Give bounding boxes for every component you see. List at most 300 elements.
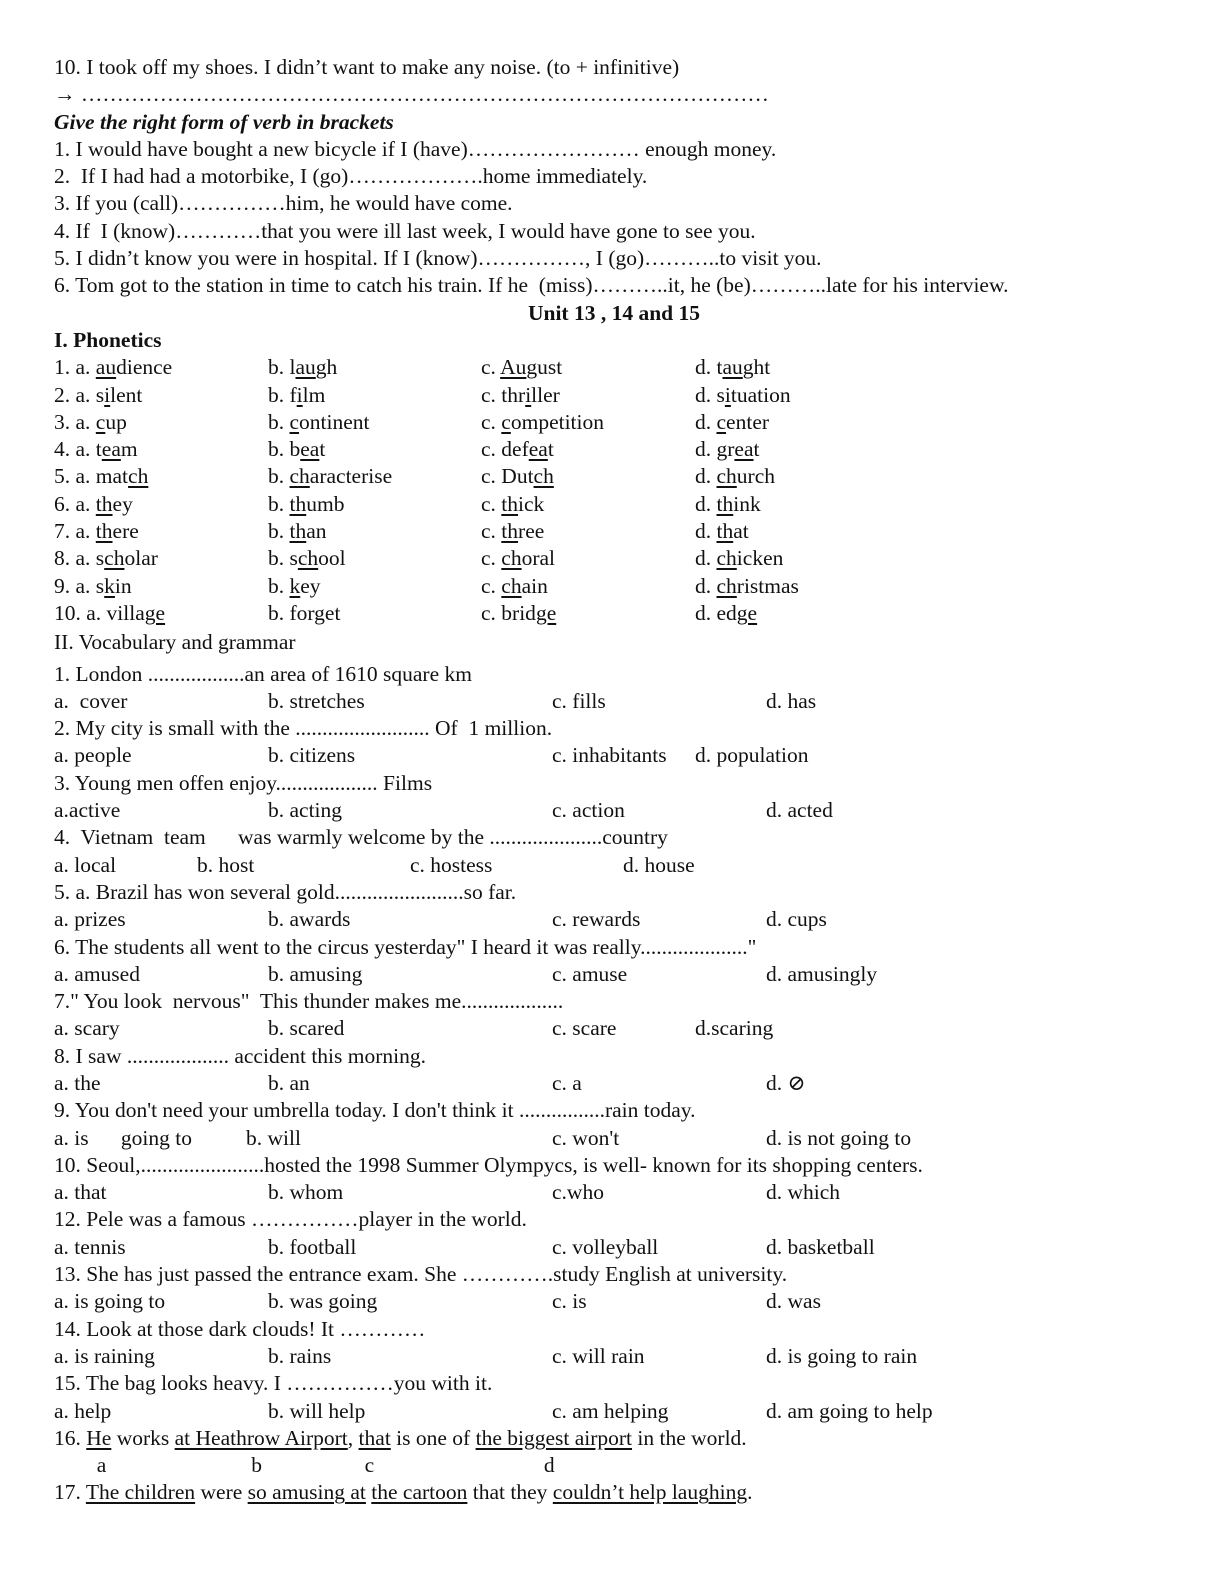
option-text: b. f — [268, 382, 297, 407]
underlined-part: the biggest airport — [475, 1425, 633, 1450]
vocab-option-c: c. rewards — [552, 907, 641, 932]
underlined-sound: au — [722, 355, 743, 380]
error-letter-a: a — [96, 1453, 107, 1478]
phonetics-option-a — [54, 518, 139, 545]
phonetics-option-b — [268, 545, 346, 572]
underlined-sound: k — [104, 573, 115, 598]
vocab-question: 2. My city is small with the ......................... Of 1 million. — [54, 716, 553, 741]
error-letters — [54, 1452, 1174, 1479]
option-text: a. — [75, 491, 96, 516]
vocab-option-b: b. stretches — [268, 688, 365, 713]
phonetics-option-c — [481, 354, 562, 381]
option-text: ink — [733, 491, 761, 516]
option-text: d. — [695, 573, 717, 598]
underlined-sound: th — [289, 519, 307, 544]
option-text: lent — [110, 382, 143, 407]
vocab-option-b: b. will help — [268, 1398, 366, 1423]
option-text: enter — [726, 409, 770, 434]
phonetics-option-d — [695, 518, 749, 545]
vocab-title: II. Vocabulary and grammar — [54, 630, 296, 655]
phonetics-number: 5. — [54, 464, 76, 489]
phonetics-title: I. Phonetics — [54, 327, 162, 352]
option-text: ller — [531, 382, 560, 407]
phonetics-option-a — [54, 382, 142, 409]
vocab-options — [54, 1234, 1174, 1261]
vocab-options — [54, 852, 1174, 879]
option-text: b. l — [268, 355, 296, 380]
vocab-options — [54, 1179, 1174, 1206]
vocab-option-d: d. is not going to — [766, 1125, 912, 1150]
option-text: aracterise — [309, 464, 393, 489]
error-letter-b: b — [251, 1453, 262, 1478]
option-text: b. b — [268, 437, 301, 462]
arrow-icon: → — [54, 82, 76, 107]
vocab-options — [54, 1125, 1174, 1152]
option-text: an — [306, 519, 327, 544]
vocab-option-d: d. ⊘ — [766, 1070, 806, 1095]
option-text: c. — [481, 519, 502, 544]
vocab-option-c: c. inhabitants — [552, 743, 667, 768]
phonetics-option-d — [695, 354, 770, 381]
option-text: ick — [518, 491, 545, 516]
option-text: gust — [526, 355, 563, 380]
underlined-part: at Heathrow Airport — [174, 1425, 348, 1450]
phonetics-option-c — [481, 409, 604, 436]
option-text: a. — [75, 519, 96, 544]
vocab-option-a: a. that — [54, 1180, 107, 1205]
error-letter-d: d — [543, 1453, 555, 1478]
underlined-sound: ge — [535, 600, 557, 625]
option-text: c. def — [481, 437, 529, 462]
vocab-option-c: c. will rain — [552, 1343, 645, 1368]
option-text: a. villa — [86, 600, 145, 625]
underlined-sound: ea — [528, 437, 548, 462]
vocab-options — [54, 742, 1174, 769]
underlined-sound: c — [501, 409, 511, 434]
phonetics-option-a — [54, 573, 132, 600]
option-text: ey — [112, 491, 133, 516]
phonetics-number: 6. — [54, 491, 76, 516]
vocab-option-d: d. am going to help — [766, 1398, 933, 1423]
phonetics-row — [54, 409, 1174, 436]
vocab-options — [54, 688, 1174, 715]
option-text: in — [114, 573, 132, 598]
underlined-part: The children — [85, 1480, 196, 1505]
sentence-text: , — [347, 1425, 359, 1450]
sentence-text: were — [195, 1480, 248, 1505]
phonetics-option-b — [268, 354, 337, 381]
transform-answer-line — [54, 81, 1174, 108]
phonetics-row — [54, 491, 1174, 518]
vocab-option-a: a. is raining — [54, 1343, 155, 1368]
phonetics-option-c — [481, 518, 544, 545]
error-sentence — [54, 1425, 1174, 1452]
unit-title: Unit 13 , 14 and 15 — [527, 300, 701, 325]
option-text: d. — [695, 546, 717, 571]
sentence-text: . — [747, 1480, 753, 1505]
option-text: at — [733, 519, 749, 544]
vocab-option-b: b. acting — [268, 798, 343, 823]
vocab-options — [54, 1070, 1174, 1097]
phonetics-row — [54, 573, 1174, 600]
underlined-sound: ea — [101, 437, 121, 462]
vocab-option-b: b. citizens — [268, 743, 356, 768]
option-text: c. — [481, 409, 502, 434]
underlined-sound: ge — [144, 600, 166, 625]
phonetics-number: 1. — [54, 355, 76, 380]
vocab-option-d: d. basketball — [766, 1234, 875, 1259]
option-text: m — [120, 437, 138, 462]
option-text: d. gr — [695, 437, 735, 462]
option-text: ree — [518, 519, 545, 544]
phonetics-number: 4. — [54, 437, 76, 462]
phonetics-option-c — [481, 436, 554, 463]
vocab-option-b: b. rains — [268, 1343, 332, 1368]
option-text: a. s — [75, 573, 105, 598]
underlined-sound: k — [289, 573, 301, 598]
verb-item: 1. I would have bought a new bicycle if I (have)…………………… enough money. — [54, 136, 777, 161]
vocab-option-d: d. which — [766, 1180, 841, 1205]
option-text: c. — [481, 573, 502, 598]
vocab-question: 1. London ..................an area of 1610 square km — [54, 661, 472, 686]
underlined-sound: ge — [736, 600, 758, 625]
option-text: c. — [481, 546, 502, 571]
underlined-sound: ch — [104, 546, 125, 571]
underlined-part: He — [86, 1425, 112, 1450]
option-text: a. s — [75, 382, 105, 407]
vocab-option-d: d.scaring — [695, 1016, 774, 1041]
option-text: ey — [300, 573, 321, 598]
option-text: tuation — [730, 382, 791, 407]
vocab-option-a: a. people — [54, 743, 132, 768]
vocab-option-c: c. action — [552, 798, 625, 823]
underlined-sound: ch — [716, 573, 737, 598]
underlined-sound: ch — [501, 546, 522, 571]
vocab-question: 13. She has just passed the entrance exam. She ………….study English at university. — [54, 1262, 788, 1287]
option-text: d. s — [695, 382, 725, 407]
vocab-option-a: a.active — [54, 798, 121, 823]
option-text: ool — [318, 546, 346, 571]
phonetics-row — [54, 600, 1174, 627]
underlined-sound: au — [295, 355, 316, 380]
phonetics-option-d — [695, 491, 761, 518]
vocab-option-b: b. was going — [268, 1289, 378, 1314]
vocab-option-a: a. cover — [54, 688, 128, 713]
phonetics-row — [54, 518, 1174, 545]
sentence-text: works — [111, 1425, 175, 1450]
underlined-sound: ch — [128, 464, 149, 489]
option-text: dience — [116, 355, 173, 380]
vocab-option-c: c. hostess — [410, 852, 493, 877]
vocab-option-a: a. is going to — [54, 1289, 166, 1314]
vocab-option-a: a. amused — [54, 961, 140, 986]
phonetics-option-c — [481, 545, 555, 572]
verb-item: 2. If I had had a motorbike, I (go)……………….home immediately. — [54, 164, 648, 189]
option-text: d. — [695, 409, 717, 434]
underlined-sound: ea — [734, 437, 754, 462]
vocab-option-c: c. volleyball — [552, 1234, 659, 1259]
phonetics-option-b — [268, 573, 321, 600]
vocab-option-c: c. won't — [552, 1125, 620, 1150]
underlined-sound: i — [525, 382, 532, 407]
option-text: b. — [268, 464, 290, 489]
underlined-sound: i — [104, 382, 111, 407]
phonetics-option-c — [481, 600, 556, 627]
phonetics-option-d — [695, 463, 775, 490]
vocab-option-d: d. house — [623, 852, 695, 877]
phonetics-option-a — [54, 545, 158, 572]
vocab-options — [54, 1015, 1174, 1042]
phonetics-number: 7. — [54, 519, 76, 544]
vocab-option-b: b. will — [246, 1125, 301, 1150]
option-text: t — [753, 437, 760, 462]
option-text: b. — [268, 409, 290, 434]
phonetics-option-c — [481, 573, 548, 600]
worksheet-page — [54, 54, 1174, 1507]
verb-item: 6. Tom got to the station in time to catch his train. If he (miss)………..it, he (be)………..late for his interview. — [54, 273, 1009, 298]
phonetics-number: 10. — [54, 600, 87, 625]
option-text: c. — [481, 355, 501, 380]
vocab-question: 7." You look nervous" This thunder makes me................... — [54, 989, 564, 1014]
phonetics-option-b — [268, 409, 370, 436]
phonetics-row — [54, 545, 1174, 572]
vocab-options — [54, 1288, 1174, 1315]
vocab-option-d: d. amusingly — [766, 961, 878, 986]
phonetics-option-a — [54, 354, 172, 381]
option-text: urch — [736, 464, 775, 489]
phonetics-option-a — [54, 491, 133, 518]
underlined-sound: c — [289, 409, 300, 434]
underlined-sound: th — [501, 491, 519, 516]
vocab-options — [54, 797, 1174, 824]
option-text: ontinent — [299, 409, 370, 434]
underlined-sound: th — [716, 519, 734, 544]
vocab-option-c: c.who — [552, 1180, 604, 1205]
phonetics-number: 8. — [54, 546, 76, 571]
underlined-sound: th — [95, 491, 113, 516]
vocab-question: 6. The students all went to the circus yesterday" I heard it was really...................." — [54, 934, 757, 959]
vocab-option-c: c. scare — [552, 1016, 617, 1041]
phonetics-option-a — [54, 600, 165, 627]
vocab-option-a: a. the — [54, 1070, 101, 1095]
error-sentence — [54, 1479, 1174, 1506]
sentence-text: is one of — [390, 1425, 476, 1450]
underlined-sound: c — [716, 409, 727, 434]
vocab-option-b: b. an — [268, 1070, 310, 1095]
underlined-sound: th — [289, 491, 307, 516]
underlined-sound: ea — [300, 437, 320, 462]
phonetics-number: 2. — [54, 382, 76, 407]
sentence-text: in the world. — [632, 1425, 747, 1450]
vocab-option-b: b. amusing — [268, 961, 363, 986]
option-text: d. — [695, 519, 717, 544]
underlined-sound: ch — [289, 464, 310, 489]
vocab-option-a: a. tennis — [54, 1234, 126, 1259]
vocab-option-a: a. local — [54, 852, 117, 877]
phonetics-option-b — [268, 382, 325, 409]
option-text: d. ed — [695, 600, 737, 625]
vocab-option-d: d. cups — [766, 907, 827, 932]
option-text: lm — [302, 382, 326, 407]
underlined-sound: i — [724, 382, 731, 407]
underlined-sound: ch — [501, 573, 522, 598]
option-text: d. — [695, 491, 717, 516]
phonetics-option-d — [695, 573, 799, 600]
vocab-question: 15. The bag looks heavy. I ……………you with it. — [54, 1371, 493, 1396]
option-text: ght — [742, 355, 771, 380]
vocab-option-b: b. scared — [268, 1016, 345, 1041]
phonetics-option-c — [481, 382, 560, 409]
option-text: a. s — [75, 546, 105, 571]
vocab-option-a: a. help — [54, 1398, 112, 1423]
error-letter-c: c — [364, 1453, 375, 1478]
vocab-list — [54, 661, 1174, 1425]
sentence-text: 17. — [54, 1480, 86, 1505]
vocab-options — [54, 961, 1174, 988]
vocab-option-c: c. am helping — [552, 1398, 669, 1423]
option-text: ristmas — [736, 573, 799, 598]
option-text: d. t — [695, 355, 723, 380]
phonetics-option-d — [695, 600, 757, 627]
phonetics-row — [54, 436, 1174, 463]
option-text: up — [105, 409, 127, 434]
vocab-question: 4. Vietnam team was warmly welcome by the .....................country — [54, 825, 668, 850]
underlined-sound: ch — [716, 546, 737, 571]
underlined-sound: Au — [500, 355, 527, 380]
phonetics-option-c — [481, 491, 544, 518]
vocab-option-c: c. a — [552, 1070, 582, 1095]
underlined-sound: th — [95, 519, 113, 544]
option-text: a. mat — [75, 464, 129, 489]
underlined-sound: i — [296, 382, 303, 407]
vocab-question: 3. Young men offen enjoy................... Films — [54, 770, 433, 795]
option-text: b. — [268, 519, 290, 544]
vocab-option-b: b. host — [197, 852, 255, 877]
option-text: b. — [268, 491, 290, 516]
vocab-option-d: d. is going to rain — [766, 1343, 918, 1368]
vocab-option-a: a. scary — [54, 1016, 120, 1041]
phonetics-option-b — [268, 436, 325, 463]
option-text: b. — [268, 573, 290, 598]
option-text: b. s — [268, 546, 298, 571]
verb-section-title: Give the right form of verb in brackets — [54, 109, 394, 134]
underlined-part: the cartoon — [371, 1480, 468, 1505]
vocab-question: 14. Look at those dark clouds! It ………… — [54, 1316, 426, 1341]
phonetics-row — [54, 382, 1174, 409]
phonetics-option-d — [695, 545, 783, 572]
phonetics-row — [54, 354, 1174, 381]
underlined-sound: th — [716, 491, 734, 516]
phonetics-number: 3. — [54, 409, 76, 434]
option-text: ain — [521, 573, 548, 598]
vocab-options — [54, 906, 1174, 933]
option-text: ere — [112, 519, 139, 544]
vocab-option-c: c. fills — [552, 688, 606, 713]
option-text: b. forget — [268, 600, 341, 625]
error-question-16 — [54, 1425, 1174, 1480]
option-text: a. — [75, 409, 96, 434]
option-text: t — [547, 437, 554, 462]
phonetics-list — [54, 354, 1174, 627]
vocab-option-b: b. football — [268, 1234, 357, 1259]
phonetics-option-a — [54, 409, 127, 436]
option-text: a. t — [75, 437, 102, 462]
vocab-options — [54, 1398, 1174, 1425]
option-text: icken — [736, 546, 784, 571]
phonetics-option-d — [695, 409, 769, 436]
underlined-sound: ch — [533, 464, 554, 489]
vocab-question: 10. Seoul,.......................hosted the 1998 Summer Olympycs, is well- known for its shopping centers. — [54, 1152, 923, 1177]
option-text: umb — [306, 491, 345, 516]
phonetics-option-a — [54, 436, 138, 463]
transform-question-10: 10. I took off my shoes. I didn’t want to make any noise. (to + infinitive) — [54, 55, 680, 79]
option-text: c. Dut — [481, 464, 534, 489]
underlined-sound: th — [501, 519, 519, 544]
verb-item: 5. I didn’t know you were in hospital. If I (know)……………, I (go)………..to visit you. — [54, 246, 822, 271]
error-question-17 — [54, 1479, 1174, 1506]
phonetics-option-c — [481, 463, 554, 490]
phonetics-option-b — [268, 518, 327, 545]
underlined-sound: au — [95, 355, 117, 380]
option-text: a. — [75, 355, 96, 380]
phonetics-option-b — [268, 463, 392, 490]
vocab-option-c: c. amuse — [552, 961, 628, 986]
sentence-text: 16. — [54, 1425, 87, 1450]
underlined-part: so amusing at — [247, 1480, 366, 1505]
vocab-options — [54, 1343, 1174, 1370]
vocab-option-b: b. whom — [268, 1180, 344, 1205]
phonetics-number: 9. — [54, 573, 76, 598]
verb-item: 3. If you (call)……………him, he would have come. — [54, 191, 513, 216]
vocab-question: 12. Pele was a famous ……………player in the world. — [54, 1207, 527, 1232]
vocab-option-d: d. population — [695, 743, 809, 768]
phonetics-row — [54, 463, 1174, 490]
vocab-option-b: b. awards — [268, 907, 351, 932]
underlined-sound: ch — [297, 546, 319, 571]
phonetics-option-d — [695, 436, 760, 463]
vocab-question: 8. I saw ................... accident this morning. — [54, 1043, 427, 1068]
option-text: c. thr — [481, 382, 526, 407]
phonetics-option-b — [268, 600, 340, 627]
underlined-part: that — [358, 1425, 391, 1450]
underlined-sound: c — [95, 409, 106, 434]
vocab-option-a: a. is going to — [54, 1125, 192, 1150]
sentence-text: that they — [467, 1480, 553, 1505]
vocab-option-d: d. has — [766, 688, 817, 713]
vocab-option-d: d. acted — [766, 798, 833, 823]
answer-blank: …………………………………………………………………………………… — [75, 82, 769, 107]
verb-item: 4. If I (know)…………that you were ill last week, I would have gone to see you. — [54, 218, 756, 243]
underlined-part: couldn’t help laughing — [552, 1480, 748, 1505]
phonetics-option-b — [268, 491, 344, 518]
vocab-option-c: c. is — [552, 1289, 587, 1314]
vocab-question: 5. a. Brazil has won several gold........................so far. — [54, 879, 517, 904]
phonetics-option-a — [54, 463, 148, 490]
vocab-question: 9. You don't need your umbrella today. I don't think it ................rain today. — [54, 1098, 696, 1123]
option-text: oral — [521, 546, 556, 571]
option-text: t — [319, 437, 326, 462]
option-text: olar — [124, 546, 158, 571]
option-text: ompetition — [510, 409, 605, 434]
option-text: d. — [695, 464, 717, 489]
option-text: c. brid — [481, 600, 536, 625]
vocab-option-a: a. prizes — [54, 907, 126, 932]
option-text: c. — [481, 491, 502, 516]
vocab-option-d: d. was — [766, 1289, 821, 1314]
phonetics-option-d — [695, 382, 791, 409]
option-text: gh — [315, 355, 338, 380]
underlined-sound: ch — [716, 464, 737, 489]
